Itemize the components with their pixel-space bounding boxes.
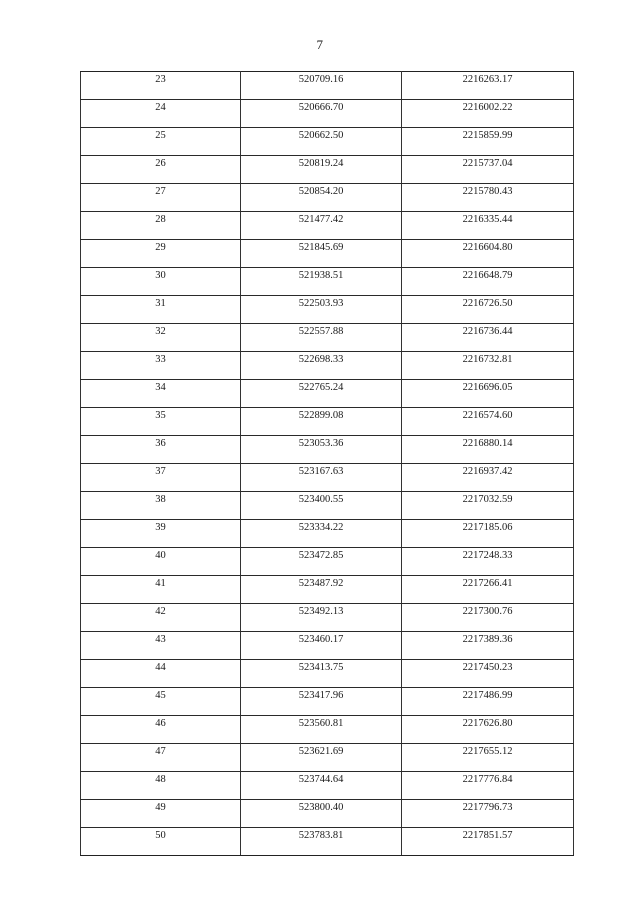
point-number-cell: 25: [81, 128, 241, 156]
y-coordinate-cell: 2216002.22: [402, 100, 574, 128]
x-coordinate-cell: 522557.88: [241, 324, 402, 352]
point-number-cell: 35: [81, 408, 241, 436]
y-coordinate-cell: 2216263.17: [402, 72, 574, 100]
table-row: [81, 548, 574, 576]
point-number-cell: 48: [81, 772, 241, 800]
table-row: [81, 688, 574, 716]
point-number-cell: 41: [81, 576, 241, 604]
x-coordinate-cell: 523460.17: [241, 632, 402, 660]
point-number-cell: 31: [81, 296, 241, 324]
x-coordinate-cell: 520854.20: [241, 184, 402, 212]
table-row: [81, 828, 574, 856]
table-row: [81, 100, 574, 128]
y-coordinate-cell: 2217626.80: [402, 716, 574, 744]
table-row: [81, 380, 574, 408]
y-coordinate-cell: 2216732.81: [402, 352, 574, 380]
point-number-cell: 26: [81, 156, 241, 184]
table-row: [81, 240, 574, 268]
y-coordinate-cell: 2215780.43: [402, 184, 574, 212]
table-row: [81, 660, 574, 688]
x-coordinate-cell: 523400.55: [241, 492, 402, 520]
coordinates-table-body: [81, 72, 574, 856]
point-number-cell: 47: [81, 744, 241, 772]
y-coordinate-cell: 2216335.44: [402, 212, 574, 240]
table-row: [81, 72, 574, 100]
y-coordinate-cell: 2216726.50: [402, 296, 574, 324]
y-coordinate-cell: 2217450.23: [402, 660, 574, 688]
x-coordinate-cell: 523560.81: [241, 716, 402, 744]
y-coordinate-cell: 2217266.41: [402, 576, 574, 604]
point-number-cell: 50: [81, 828, 241, 856]
y-coordinate-cell: 2216696.05: [402, 380, 574, 408]
y-coordinate-cell: 2216648.79: [402, 268, 574, 296]
x-coordinate-cell: 520709.16: [241, 72, 402, 100]
x-coordinate-cell: 522899.08: [241, 408, 402, 436]
point-number-cell: 30: [81, 268, 241, 296]
point-number-cell: 45: [81, 688, 241, 716]
x-coordinate-cell: 520662.50: [241, 128, 402, 156]
table-row: [81, 464, 574, 492]
y-coordinate-cell: 2216880.14: [402, 436, 574, 464]
y-coordinate-cell: 2216736.44: [402, 324, 574, 352]
table-row: [81, 716, 574, 744]
x-coordinate-cell: 523492.13: [241, 604, 402, 632]
y-coordinate-cell: 2215859.99: [402, 128, 574, 156]
point-number-cell: 37: [81, 464, 241, 492]
y-coordinate-cell: 2217776.84: [402, 772, 574, 800]
x-coordinate-cell: 523800.40: [241, 800, 402, 828]
x-coordinate-cell: 523334.22: [241, 520, 402, 548]
x-coordinate-cell: 522698.33: [241, 352, 402, 380]
y-coordinate-cell: 2216604.80: [402, 240, 574, 268]
y-coordinate-cell: 2217851.57: [402, 828, 574, 856]
table-row: [81, 156, 574, 184]
y-coordinate-cell: 2215737.04: [402, 156, 574, 184]
y-coordinate-cell: 2217655.12: [402, 744, 574, 772]
table-row: [81, 436, 574, 464]
table-row: [81, 576, 574, 604]
point-number-cell: 36: [81, 436, 241, 464]
y-coordinate-cell: 2217248.33: [402, 548, 574, 576]
point-number-cell: 23: [81, 72, 241, 100]
x-coordinate-cell: 522503.93: [241, 296, 402, 324]
x-coordinate-cell: 523621.69: [241, 744, 402, 772]
coordinates-table: [80, 71, 574, 856]
point-number-cell: 39: [81, 520, 241, 548]
point-number-cell: 44: [81, 660, 241, 688]
page-number: 7: [316, 37, 324, 52]
point-number-cell: 24: [81, 100, 241, 128]
table-row: [81, 324, 574, 352]
table-row: [81, 184, 574, 212]
table-row: [81, 352, 574, 380]
table-row: [81, 408, 574, 436]
point-number-cell: 29: [81, 240, 241, 268]
y-coordinate-cell: 2216937.42: [402, 464, 574, 492]
x-coordinate-cell: 523167.63: [241, 464, 402, 492]
x-coordinate-cell: 521477.42: [241, 212, 402, 240]
y-coordinate-cell: 2217185.06: [402, 520, 574, 548]
table-row: [81, 128, 574, 156]
x-coordinate-cell: 521938.51: [241, 268, 402, 296]
point-number-cell: 40: [81, 548, 241, 576]
x-coordinate-cell: 523417.96: [241, 688, 402, 716]
table-row: [81, 744, 574, 772]
y-coordinate-cell: 2217300.76: [402, 604, 574, 632]
table-row: [81, 520, 574, 548]
y-coordinate-cell: 2217796.73: [402, 800, 574, 828]
point-number-cell: 42: [81, 604, 241, 632]
x-coordinate-cell: 523472.85: [241, 548, 402, 576]
table-row: [81, 296, 574, 324]
table-row: [81, 632, 574, 660]
y-coordinate-cell: 2216574.60: [402, 408, 574, 436]
point-number-cell: 27: [81, 184, 241, 212]
x-coordinate-cell: 520819.24: [241, 156, 402, 184]
y-coordinate-cell: 2217389.36: [402, 632, 574, 660]
point-number-cell: 34: [81, 380, 241, 408]
point-number-cell: 33: [81, 352, 241, 380]
point-number-cell: 49: [81, 800, 241, 828]
x-coordinate-cell: 523487.92: [241, 576, 402, 604]
y-coordinate-cell: 2217032.59: [402, 492, 574, 520]
table-row: [81, 212, 574, 240]
table-row: [81, 492, 574, 520]
x-coordinate-cell: 521845.69: [241, 240, 402, 268]
table-row: [81, 268, 574, 296]
x-coordinate-cell: 523744.64: [241, 772, 402, 800]
x-coordinate-cell: 520666.70: [241, 100, 402, 128]
table-row: [81, 604, 574, 632]
x-coordinate-cell: 523413.75: [241, 660, 402, 688]
table-row: [81, 800, 574, 828]
point-number-cell: 46: [81, 716, 241, 744]
y-coordinate-cell: 2217486.99: [402, 688, 574, 716]
point-number-cell: 43: [81, 632, 241, 660]
point-number-cell: 28: [81, 212, 241, 240]
table-row: [81, 772, 574, 800]
x-coordinate-cell: 522765.24: [241, 380, 402, 408]
point-number-cell: 32: [81, 324, 241, 352]
x-coordinate-cell: 523053.36: [241, 436, 402, 464]
point-number-cell: 38: [81, 492, 241, 520]
x-coordinate-cell: 523783.81: [241, 828, 402, 856]
